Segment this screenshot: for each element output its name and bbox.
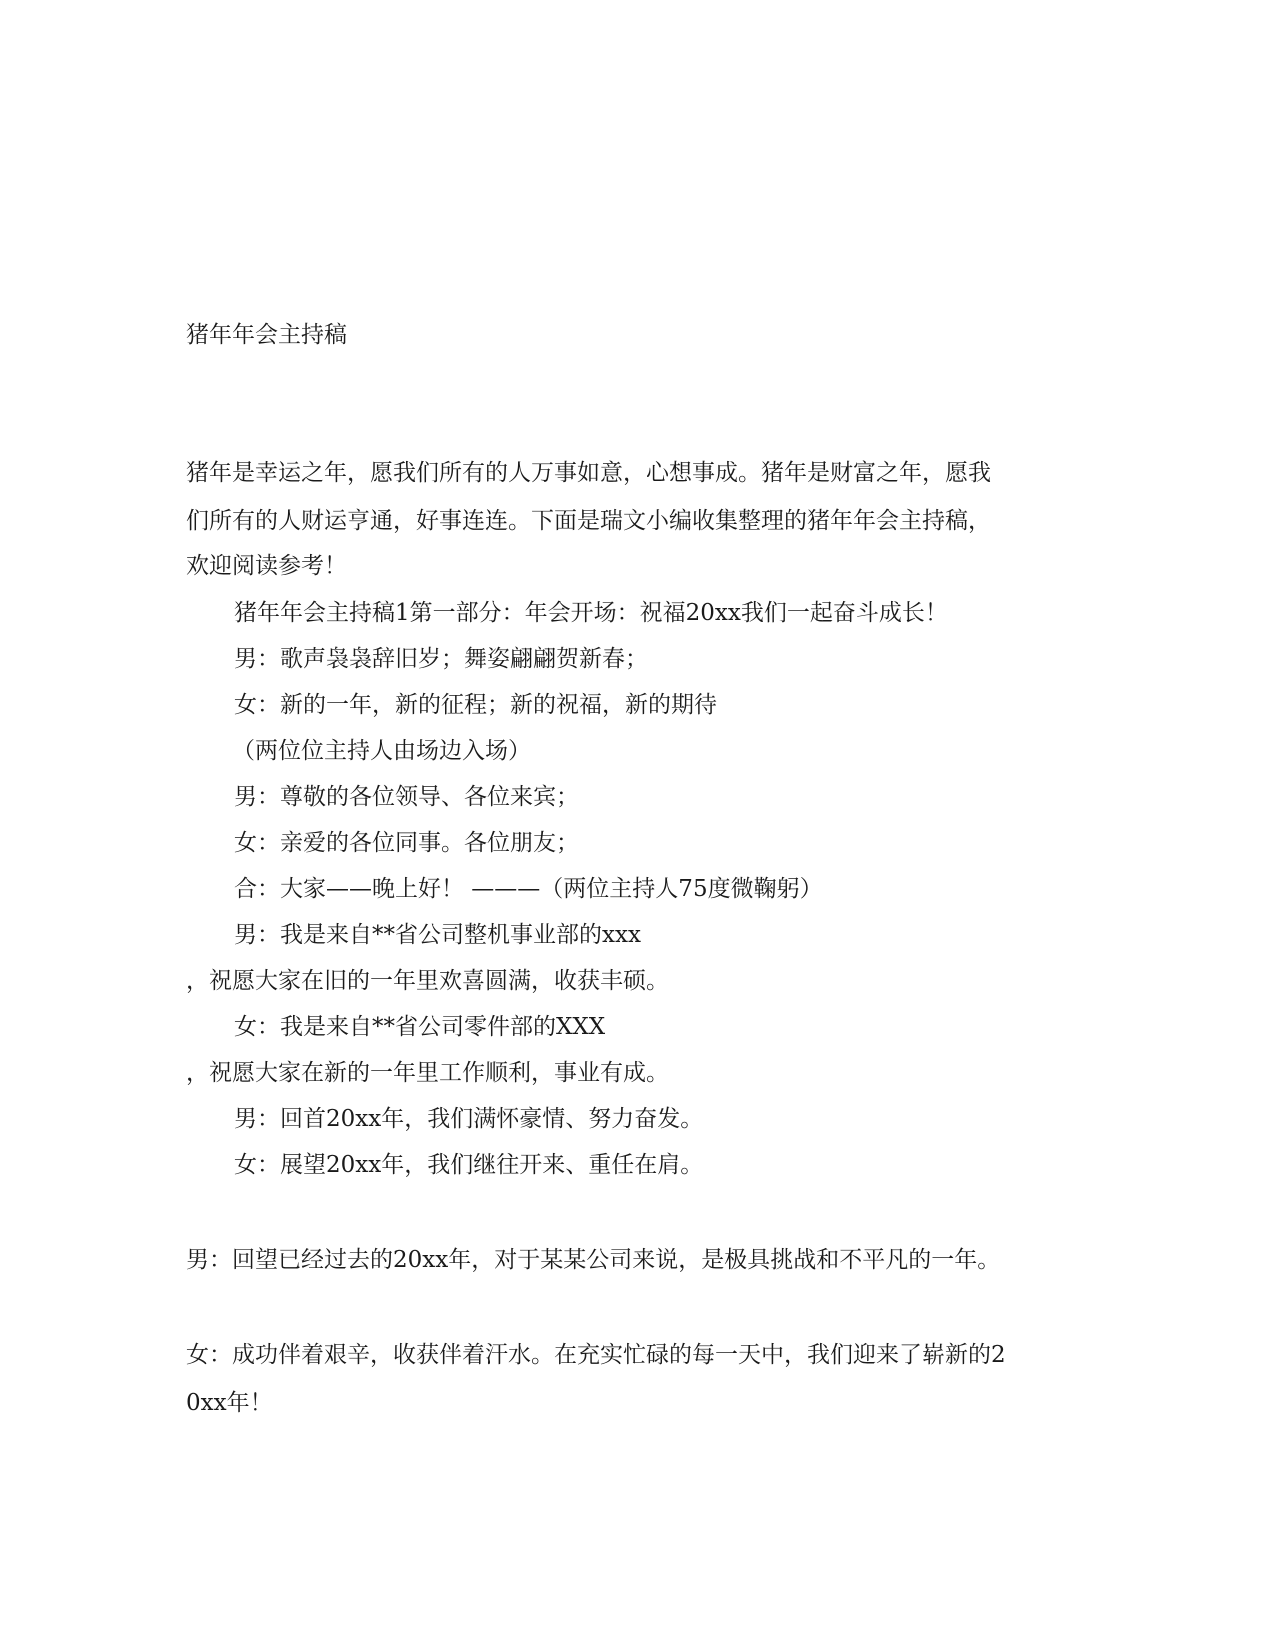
paragraph-line: 男：尊敬的各位领导、各位来宾； [234, 784, 579, 810]
paragraph-line: 男：我是来自**省公司整机事业部的xxx [234, 922, 641, 948]
paragraph-line: 男：歌声袅袅辞旧岁；舞姿翩翩贺新春； [234, 646, 648, 672]
paragraph-line: 女：展望20xx年，我们继往开来、重任在肩。 [234, 1152, 704, 1178]
paragraph-line: 女：我是来自**省公司零件部的XXX [234, 1014, 606, 1040]
paragraph-line: 女：亲爱的各位同事。各位朋友； [234, 830, 579, 856]
paragraph-line: ，祝愿大家在新的一年里工作顺利，事业有成。 [186, 1060, 669, 1086]
document-title: 猪年年会主持稿 [186, 322, 347, 348]
paragraph-line: ，祝愿大家在旧的一年里欢喜圆满，收获丰硕。 [186, 968, 669, 994]
paragraph-line: 欢迎阅读参考！ [186, 553, 347, 579]
paragraph-line: 合：大家——晚上好！ ———（两位主持人75度微鞠躬） [234, 876, 823, 902]
paragraph-line: 女：新的一年，新的征程；新的祝福，新的期待 [234, 692, 717, 718]
paragraph-line: 男：回首20xx年，我们满怀豪情、努力奋发。 [234, 1106, 704, 1132]
paragraph-line: 女：成功伴着艰辛，收获伴着汗水。在充实忙碌的每一天中，我们迎来了崭新的2 [186, 1342, 1006, 1368]
paragraph-line: 男：回望已经过去的20xx年，对于某某公司来说，是极具挑战和不平凡的一年。 [186, 1247, 1001, 1273]
paragraph-line: （两位位主持人由场边入场） [232, 738, 531, 764]
paragraph-line: 猪年年会主持稿1第一部分：年会开场：祝福20xx我们一起奋斗成长！ [234, 600, 948, 626]
paragraph-line: 猪年是幸运之年，愿我们所有的人万事如意，心想事成。猪年是财富之年，愿我 [186, 460, 991, 486]
paragraph-line: 们所有的人财运亨通，好事连连。下面是瑞文小编收集整理的猪年年会主持稿， [186, 508, 991, 534]
paragraph-line: 0xx年！ [186, 1390, 273, 1416]
